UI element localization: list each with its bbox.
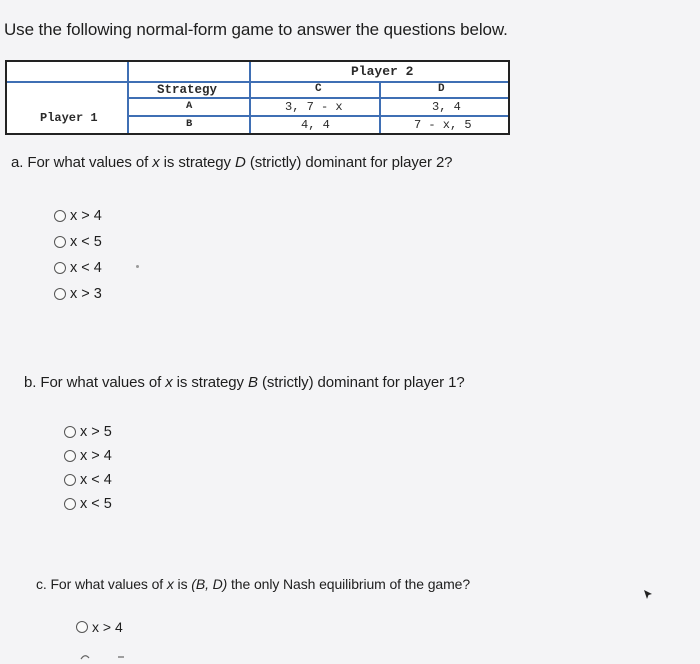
payoff-matrix	[5, 60, 510, 135]
option-label: x > 4	[92, 619, 123, 635]
option-label: x > 5	[80, 424, 112, 440]
option-label: x > 4	[80, 448, 112, 464]
question-a-strategy: D	[235, 154, 246, 171]
question-b-option-3[interactable]	[64, 472, 112, 488]
question-a-middle: is strategy	[159, 154, 236, 171]
question-b-option-4[interactable]	[64, 496, 112, 512]
cut-off-option-fragment	[80, 652, 140, 660]
radio-button[interactable]	[76, 621, 88, 633]
question-c-option-1[interactable]	[76, 619, 123, 635]
row-a-header	[129, 99, 249, 115]
strategy-label: Strategy	[157, 83, 218, 97]
payoff-b-d-text: 7 - x, 5	[414, 118, 472, 132]
question-b-option-1[interactable]	[64, 424, 112, 440]
question-c	[36, 576, 470, 592]
question-b-strategy: B	[248, 374, 258, 391]
player1-label-cell	[7, 83, 127, 133]
option-label: x < 4	[80, 472, 112, 488]
column-d-label: D	[438, 83, 445, 95]
payoff-b-c-text: 4, 4	[301, 118, 330, 132]
option-label: x > 4	[70, 208, 102, 224]
radio-button[interactable]	[54, 210, 66, 222]
column-d-header	[381, 83, 508, 97]
option-label: x > 3	[70, 286, 102, 302]
question-b-option-2[interactable]	[64, 448, 112, 464]
question-c-strategy: (B, D)	[191, 576, 228, 592]
question-a-option-1[interactable]	[54, 208, 102, 224]
payoff-b-c	[251, 117, 379, 133]
radio-button[interactable]	[54, 262, 66, 274]
radio-button[interactable]	[64, 474, 76, 486]
strategy-label-cell	[129, 83, 249, 97]
payoff-a-c	[251, 99, 379, 115]
strategy-header-spacer	[129, 62, 249, 81]
payoff-a-d-text: 3, 4	[432, 100, 461, 114]
question-c-var: x	[166, 576, 174, 592]
option-label: x < 5	[80, 496, 112, 512]
question-a-option-4[interactable]	[54, 286, 102, 302]
column-c-header	[251, 83, 379, 97]
radio-button[interactable]	[54, 236, 66, 248]
row-b-label: B	[186, 118, 193, 130]
question-a-option-2[interactable]	[54, 234, 102, 250]
option-label: x < 5	[70, 234, 102, 250]
mouse-cursor-icon	[641, 587, 655, 601]
question-a	[11, 154, 452, 171]
question-a-prefix: a. For what values of	[11, 154, 153, 171]
column-c-label: C	[315, 83, 322, 95]
question-b-prefix: b. For what values of	[24, 374, 166, 391]
radio-button[interactable]	[64, 450, 76, 462]
option-label: x < 4	[70, 260, 102, 276]
row-b-header	[129, 117, 249, 133]
radio-button[interactable]	[64, 426, 76, 438]
question-b-var: x	[165, 374, 173, 391]
corner-cell	[7, 62, 127, 81]
instructions-text: Use the following normal-form game to answer the questions below.	[4, 20, 508, 39]
question-c-suffix: the only Nash equilibrium of the game?	[227, 576, 471, 592]
payoff-a-d	[381, 99, 508, 115]
payoff-a-c-text: 3, 7 - x	[285, 100, 343, 114]
question-c-middle: is	[173, 576, 192, 592]
question-c-prefix: c. For what values of	[36, 576, 167, 592]
radio-button[interactable]	[54, 288, 66, 300]
question-a-var: x	[152, 154, 160, 171]
question-b-suffix: (strictly) dominant for player 1?	[257, 374, 465, 391]
stray-dot	[136, 265, 139, 268]
question-a-option-3[interactable]	[54, 260, 102, 276]
row-a-label: A	[186, 100, 193, 112]
question-b-middle: is strategy	[172, 374, 249, 391]
player2-header	[251, 62, 508, 81]
player2-label: Player 2	[351, 64, 414, 79]
player1-label: Player 1	[40, 111, 98, 125]
payoff-b-d	[381, 117, 508, 133]
radio-button[interactable]	[64, 498, 76, 510]
question-b	[24, 374, 465, 391]
question-a-suffix: (strictly) dominant for player 2?	[245, 154, 453, 171]
